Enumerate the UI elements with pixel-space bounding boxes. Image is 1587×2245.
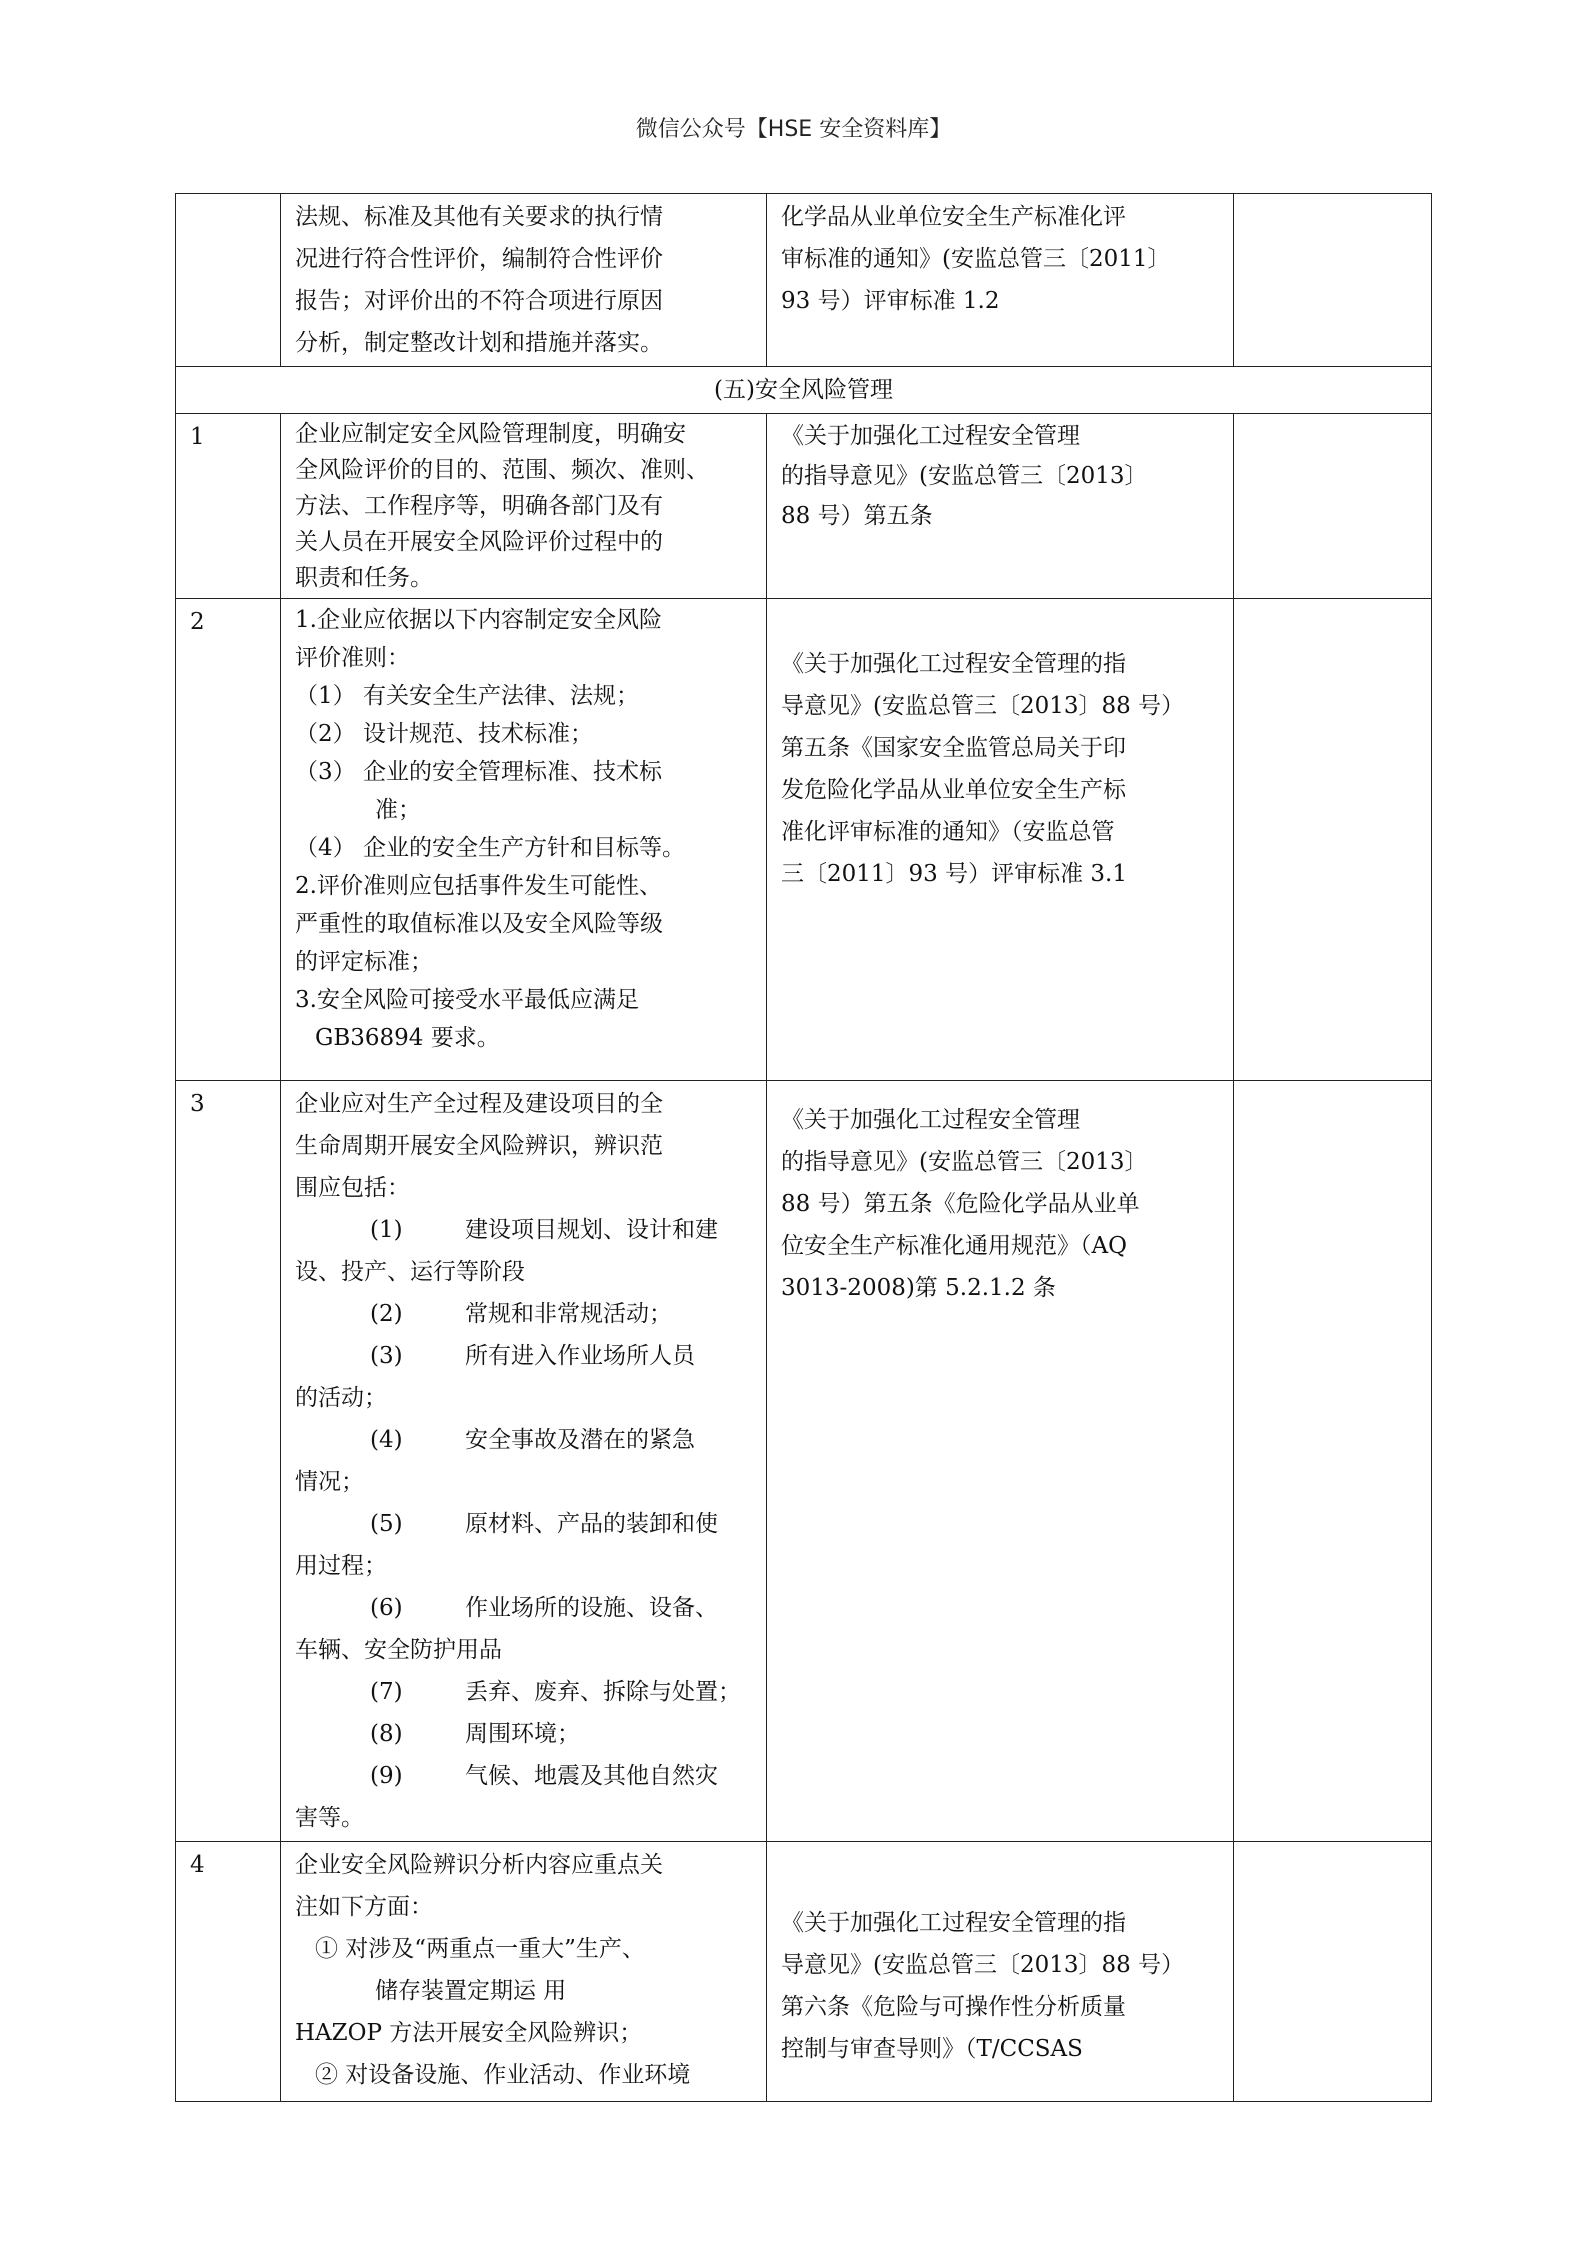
table-row (176, 414, 1432, 599)
content-cell: 企业应制定安全风险管理制度，明确安 全风险评价的目的、范围、频次、准则、 方法、工作程序等，明确各部门及有 关人员在开展安全风险评价过程中的 职责和任务。 (281, 414, 767, 599)
content-cell: 企业安全风险辨识分析内容应重点关 注如下方面： ① 对涉及“两重点一重大”生产、 储存装置定期运 用 HAZOP 方法开展安全风险辨识； ② 对设备设施、作业活动、作业环境 (281, 1842, 767, 2102)
requirements-table (175, 193, 1432, 2102)
row-number: 4 (176, 1842, 281, 2102)
remark-cell (1234, 194, 1432, 367)
list-item: (5) 原材料、产品的装卸和使 (370, 1511, 718, 1537)
page-header: 微信公众号【HSE 安全资料库】 (635, 117, 952, 142)
reference-cell: 《关于加强化工过程安全管理的指 导意见》(安监总管三〔2013〕88 号） 第六条《危险与可操作性分析质量 控制与审查导则》（T/CCSAS (767, 1842, 1234, 2102)
remark-cell (1234, 414, 1432, 599)
row-number: 3 (176, 1081, 281, 1842)
reference-cell: 化学品从业单位安全生产标准化评 审标准的通知》(安监总管三〔2011〕 93 号）评审标准 1.2 (767, 194, 1234, 367)
row-number-cell (176, 194, 281, 367)
list-item: (3) 所有进入作业场所人员 (370, 1343, 695, 1369)
table-row (176, 194, 1432, 367)
remark-cell (1234, 1081, 1432, 1842)
reference-cell: 《关于加强化工过程安全管理的指 导意见》(安监总管三〔2013〕88 号） 第五条《国家安全监管总局关于印 发危险化学品从业单位安全生产标 准化评审标准的通知》（安监总管 三〔2011〕93 号）评审标准 3.1 (767, 599, 1234, 1081)
table-row (176, 1842, 1432, 2102)
table-row (176, 599, 1432, 1081)
list-item: (7) 丢弃、废弃、拆除与处置； (370, 1679, 741, 1705)
content-cell: 法规、标准及其他有关要求的执行情 况进行符合性评价，编制符合性评价 报告；对评价出的不符合项进行原因 分析，制定整改计划和措施并落实。 (281, 194, 767, 367)
content-cell: 企业应对生产全过程及建设项目的全 生命周期开展安全风险辨识，辨识范 围应包括： (1) 建设项目规划、设计和建 设、投产、运行等阶段 (2) 常规和非常规活动； (3) 所有进入作业场所人员 的活动； (4) 安全事故及潜在的紧急 情况； (5) 原材料、产品的装卸和使 用过程； (6) 作业场所的设施、设备、 车辆、安全防护用品 (7) 丢弃、废弃、拆除与处置； (8) 周围环境； (9) 气候、地震及其他自然灾 害等。 (281, 1081, 767, 1842)
list-item: (1) 建设项目规划、设计和建 (370, 1217, 718, 1243)
row-number: 2 (176, 599, 281, 1081)
table-row (176, 1081, 1432, 1842)
remark-cell (1234, 599, 1432, 1081)
content-cell: 1.企业应依据以下内容制定安全风险 评价准则： （1） 有关安全生产法律、法规； （2） 设计规范、技术标准； （3） 企业的安全管理标准、技术标 准； （4） 企业的安全生产方针和目标等。 2.评价准则应包括事件发生可能性、 严重性的取值标准以及安全风险等级 的评定标准； 3.安全风险可接受水平最低应满足 GB36894 要求。 (281, 599, 767, 1081)
list-item: (4) 安全事故及潜在的紧急 (370, 1427, 695, 1453)
reference-cell: 《关于加强化工过程安全管理 的指导意见》(安监总管三〔2013〕 88 号）第五条《危险化学品从业单 位安全生产标准化通用规范》（AQ 3013-2008)第 5.2.1.2 条 (767, 1081, 1234, 1842)
list-item: (2) 常规和非常规活动； (370, 1301, 672, 1327)
list-item: (9) 气候、地震及其他自然灾 (370, 1763, 718, 1789)
reference-cell: 《关于加强化工过程安全管理 的指导意见》(安监总管三〔2013〕 88 号）第五条 (767, 414, 1234, 599)
section-title: (五)安全风险管理 (176, 367, 1432, 414)
list-item: (8) 周围环境； (370, 1721, 580, 1747)
row-number: 1 (176, 414, 281, 599)
section-row (176, 367, 1432, 414)
list-item: (6) 作业场所的设施、设备、 (370, 1595, 718, 1621)
remark-cell (1234, 1842, 1432, 2102)
